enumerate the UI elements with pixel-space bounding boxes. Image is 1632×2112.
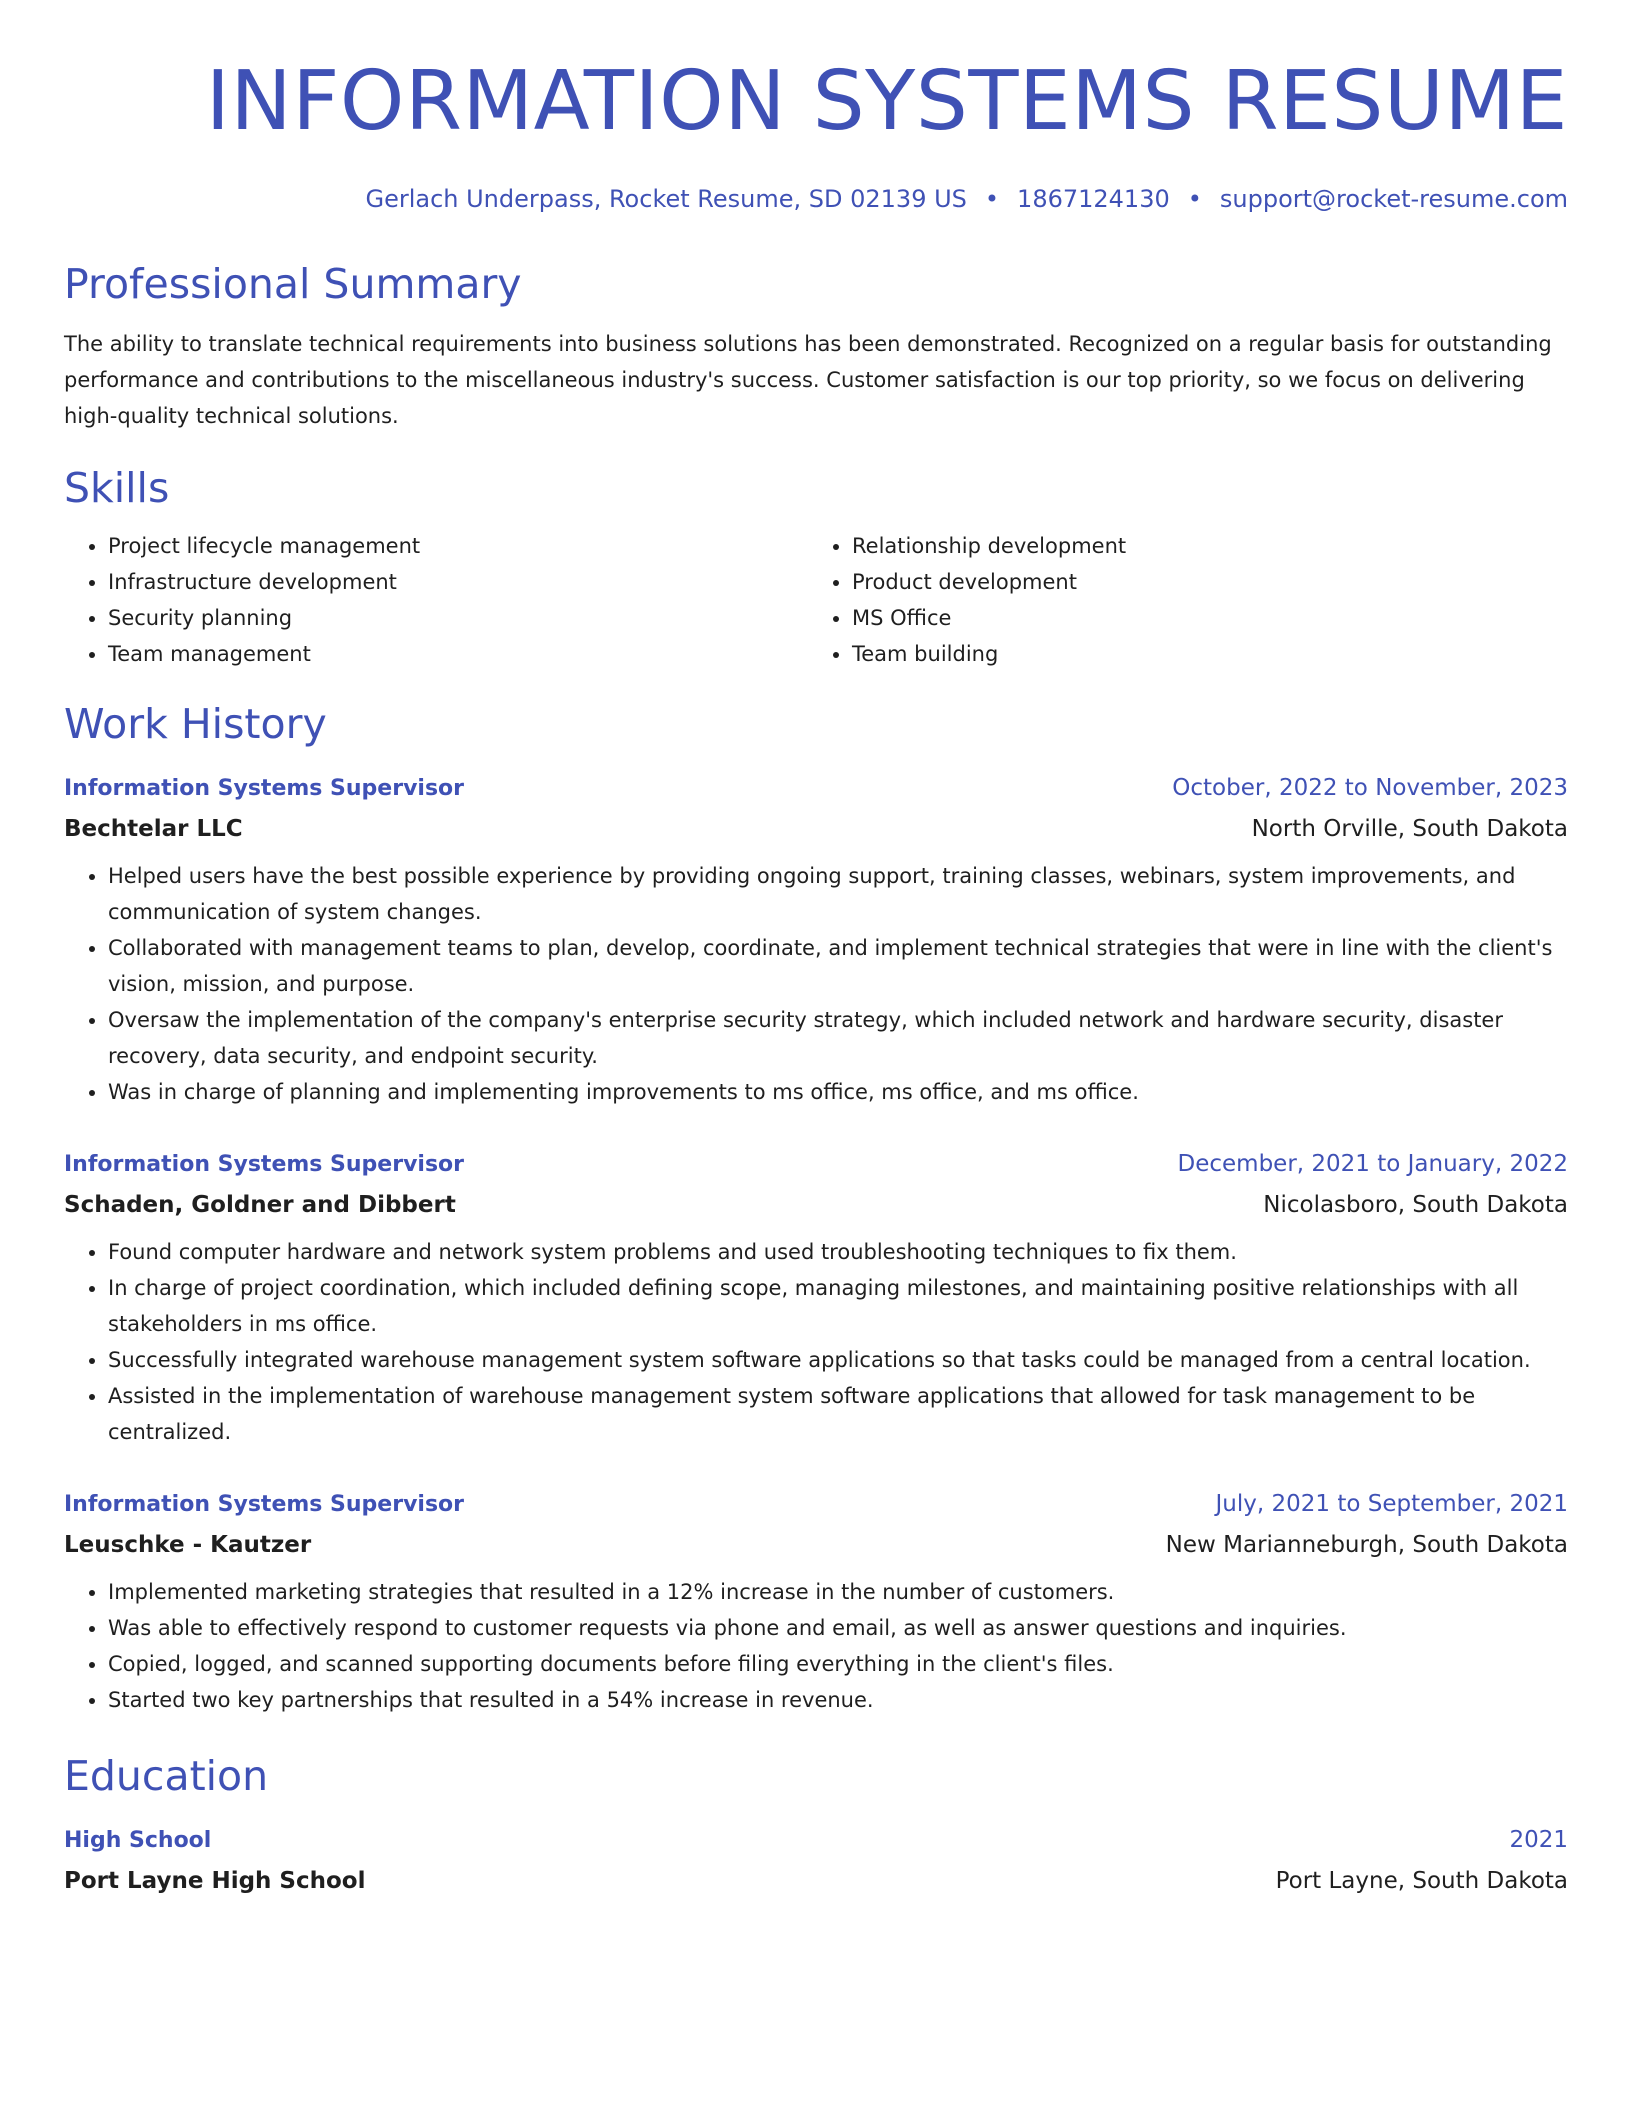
job-bullets <box>64 1574 1568 1718</box>
contact-email: support@rocket-resume.com <box>1219 185 1568 213</box>
education-degree: High School <box>64 1828 212 1853</box>
job-entry <box>64 1484 1568 1718</box>
contact-address: Gerlach Underpass, Rocket Resume, SD 02139 US <box>365 185 967 213</box>
summary-text: The ability to translate technical requirements into business solutions has been demonstrated. Recognized on a regular basis for outstanding performance and contributions to the miscellaneous industry's success. Customer satisfaction is our top priority, so we focus on delivering high-quality technical solutions. <box>64 332 1552 428</box>
job-bullet: • In charge of project coordination, which included defining scope, managing milestones, and maintaining positive relationships with all stakeholders in ms office. <box>108 1270 1568 1342</box>
job-role: Information Systems Supervisor <box>64 776 465 801</box>
skills-grid <box>64 528 1568 672</box>
job-dates: October, 2022 to November, 2023 <box>1172 775 1568 801</box>
skill-item: • Infrastructure development <box>108 564 808 600</box>
job-location: New Marianneburgh, South Dakota <box>1165 1532 1568 1558</box>
resume-title: INFORMATION SYSTEMS RESUME <box>205 54 1568 149</box>
job-entry <box>64 1144 1568 1450</box>
section-heading-education: Education <box>64 1752 269 1800</box>
education-school: Port Layne High School <box>64 1868 366 1894</box>
job-title-row <box>64 1144 1568 1185</box>
job-company-row <box>64 1525 1568 1565</box>
job-entry <box>64 768 1568 1110</box>
job-bullets <box>64 1234 1568 1450</box>
job-bullets <box>64 858 1568 1110</box>
job-bullet: • Was able to effectively respond to customer requests via phone and email, as well as answer questions and inquiries. <box>108 1610 1568 1646</box>
job-title-row <box>64 768 1568 809</box>
job-role: Information Systems Supervisor <box>64 1152 465 1177</box>
education-degree-row <box>64 1820 1568 1861</box>
job-location: Nicolasboro, South Dakota <box>1263 1192 1568 1218</box>
skills-section <box>64 462 1568 672</box>
job-dates: July, 2021 to September, 2021 <box>1215 1491 1568 1517</box>
job-bullet: • Oversaw the implementation of the company's enterprise security strategy, which included network and hardware security, disaster recovery, data security, and endpoint security. <box>108 1002 1568 1074</box>
skills-list-left <box>64 528 808 672</box>
job-company: Bechtelar LLC <box>64 816 243 842</box>
skill-item: • MS Office <box>852 600 1552 636</box>
job-bullet: • Copied, logged, and scanned supporting documents before filing everything in the client's files. <box>108 1646 1568 1682</box>
job-company-row <box>64 809 1568 849</box>
section-heading-work: Work History <box>64 700 327 748</box>
education-section <box>64 1750 1568 1901</box>
skills-list-right <box>808 528 1552 672</box>
education-location: Port Layne, South Dakota <box>1275 1868 1568 1894</box>
job-location: North Orville, South Dakota <box>1251 816 1568 842</box>
skill-item: • Team management <box>108 636 808 672</box>
skill-item: • Security planning <box>108 600 808 636</box>
work-history-section <box>64 698 1568 1718</box>
job-bullet: • Helped users have the best possible experience by providing ongoing support, training classes, webinars, system improvements, and communication of system changes. <box>108 858 1568 930</box>
section-heading-summary: Professional Summary <box>64 260 522 308</box>
contact-phone: 1867124130 <box>1017 185 1170 213</box>
resume-header <box>64 54 1568 214</box>
education-entry <box>64 1820 1568 1901</box>
education-school-row <box>64 1861 1568 1901</box>
job-bullet: • Assisted in the implementation of warehouse management system software applications that allowed for task management to be centralized. <box>108 1378 1568 1450</box>
job-bullet: • Implemented marketing strategies that resulted in a 12% increase in the number of customers. <box>108 1574 1568 1610</box>
education-year: 2021 <box>1509 1827 1568 1853</box>
job-bullet: • Was in charge of planning and implementing improvements to ms office, ms office, and ms office. <box>108 1074 1568 1110</box>
job-company-row <box>64 1185 1568 1225</box>
job-company: Schaden, Goldner and Dibbert <box>64 1192 456 1218</box>
job-bullet: • Found computer hardware and network system problems and used troubleshooting techniques to fix them. <box>108 1234 1568 1270</box>
job-bullet: • Collaborated with management teams to plan, develop, coordinate, and implement technical strategies that were in line with the client's vision, mission, and purpose. <box>108 930 1568 1002</box>
contact-line <box>64 184 1568 214</box>
section-heading-skills: Skills <box>64 464 170 512</box>
skill-item: • Team building <box>852 636 1552 672</box>
professional-summary-section <box>64 258 1568 434</box>
job-dates: December, 2021 to January, 2022 <box>1177 1151 1568 1177</box>
job-bullet: • Started two key partnerships that resulted in a 54% increase in revenue. <box>108 1682 1568 1718</box>
contact-separator: • <box>984 185 1000 213</box>
job-role: Information Systems Supervisor <box>64 1492 465 1517</box>
job-title-row <box>64 1484 1568 1525</box>
job-bullet: • Successfully integrated warehouse management system software applications so that tasks could be managed from a central location. <box>108 1342 1568 1378</box>
job-company: Leuschke - Kautzer <box>64 1532 312 1558</box>
skill-item: • Relationship development <box>852 528 1552 564</box>
skill-item: • Product development <box>852 564 1552 600</box>
skill-item: • Project lifecycle management <box>108 528 808 564</box>
contact-separator: • <box>1187 185 1202 213</box>
